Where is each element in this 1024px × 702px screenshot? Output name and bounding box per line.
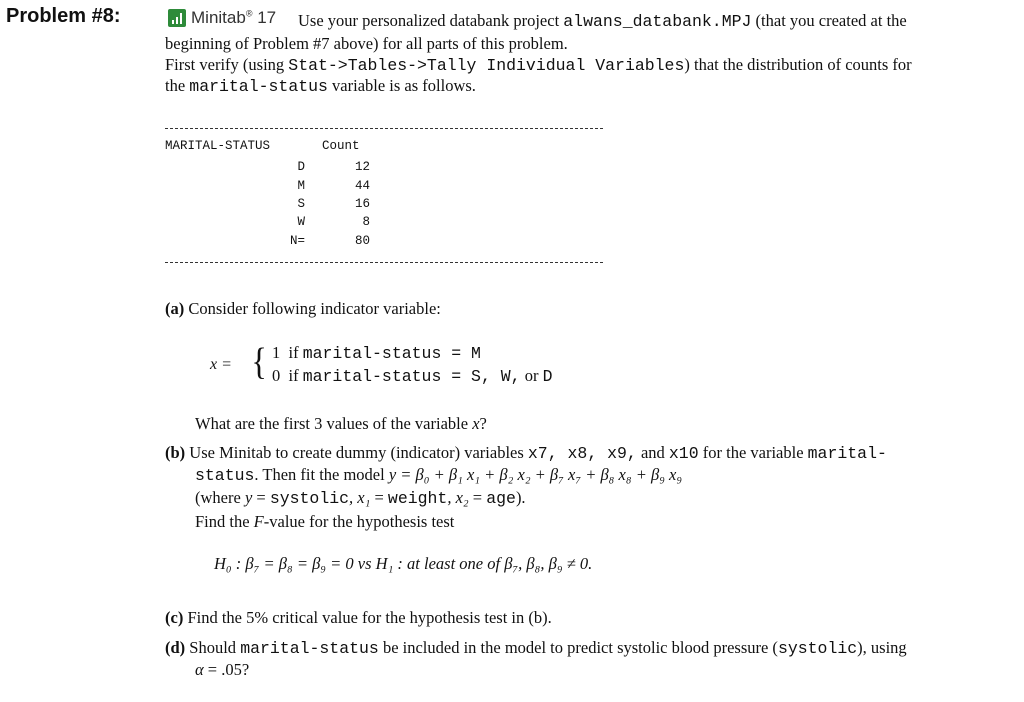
case-condition: marital-status = S, W,	[302, 367, 521, 386]
case-condition: marital-status = M	[302, 344, 481, 363]
tally-count: 8	[362, 215, 370, 229]
intro-text: First verify (using	[165, 55, 289, 74]
intro-text: the	[165, 76, 190, 95]
part-d-text: ), using	[857, 638, 907, 657]
part-a-question	[195, 414, 487, 434]
tally-count: 12	[354, 160, 370, 174]
question-var: x	[472, 414, 480, 433]
case-value: 1	[272, 343, 281, 362]
brand-reg: ®	[245, 8, 253, 19]
variable-name: marital-status	[189, 77, 328, 96]
equals: =	[468, 488, 487, 507]
intro-line-4	[165, 76, 476, 96]
regression-model: y = β₀ + β₁ x₁ + β₂ x₂ + β₇ x₇ + β₈ x₈ + β₉ x₉	[388, 465, 683, 484]
part-b-line-3	[195, 488, 526, 508]
part-b-line-1	[165, 443, 887, 463]
variable-name: systolic	[269, 489, 350, 508]
part-d-text: Should	[189, 638, 241, 657]
minitab-logo-icon	[168, 9, 186, 27]
tally-key: W	[297, 215, 305, 229]
tally-key: D	[297, 160, 305, 174]
part-d-text: = .05?	[203, 660, 250, 679]
part-d-label: (d)	[165, 638, 186, 657]
equals: =	[252, 488, 270, 507]
curly-brace-icon: {	[251, 341, 267, 383]
case-or: or	[520, 366, 543, 385]
tally-header-count: Count	[322, 139, 360, 153]
menu-path: Stat->Tables->Tally Individual Variables	[288, 56, 685, 75]
brand-name: Minitab	[191, 8, 246, 27]
case-value: 0	[272, 366, 281, 385]
hypothesis-test: H₀ : β₇ = β₈ = β₉ = 0 vs H₁ : at least one of β₇, β₈, β₉ ≠ 0.	[214, 554, 593, 573]
part-a-heading	[165, 299, 441, 319]
question-text: ?	[479, 414, 487, 433]
part-c-label: (c)	[165, 608, 184, 627]
variable-name: marital-	[807, 444, 887, 463]
part-a-text: Consider following indicator variable:	[188, 299, 441, 318]
part-d-line-1	[165, 638, 907, 658]
part-b-line-4	[195, 512, 454, 532]
tally-key: N=	[289, 234, 305, 248]
part-c-text: Find the 5% critical value for the hypothesis test in (b).	[187, 608, 552, 627]
alpha-symbol: α	[195, 660, 204, 679]
indicator-case-2	[272, 366, 552, 386]
intro-text: Use your personalized databank project	[298, 11, 564, 30]
part-d-text: be included in the model to predict systolic blood pressure (	[378, 638, 778, 657]
var-x2: , x₂	[447, 488, 469, 507]
variable-name: age	[486, 489, 516, 508]
variable-name: status	[195, 466, 255, 485]
tally-count: 80	[354, 234, 370, 248]
project-filename: alwans_databank.MPJ	[563, 12, 752, 31]
tally-key: M	[297, 179, 305, 193]
variable-name: weight	[387, 489, 448, 508]
equals: =	[370, 488, 388, 507]
brand-version: 17	[257, 8, 277, 27]
intro-text: variable is as follows.	[327, 76, 476, 95]
tally-count: 16	[354, 197, 370, 211]
var-x1: , x₁	[349, 488, 371, 507]
part-b-line-2	[195, 465, 682, 485]
part-b-text: -value for the hypothesis test	[263, 512, 455, 531]
part-a-label: (a)	[165, 299, 185, 318]
tally-key: S	[297, 197, 305, 211]
part-b-label: (b)	[165, 443, 186, 462]
dummy-var: x10	[668, 444, 699, 463]
intro-line-2: beginning of Problem #7 above) for all parts of this problem.	[165, 34, 568, 53]
minitab-brand	[191, 8, 276, 28]
part-b-text: ).	[515, 488, 526, 507]
table-bottom-divider	[165, 262, 603, 263]
variable-name: marital-status	[240, 639, 379, 658]
variable-name: systolic	[777, 639, 858, 658]
intro-text: (that you created at the	[751, 11, 907, 30]
indicator-case-1	[272, 343, 481, 363]
f-symbol: F	[253, 512, 264, 531]
part-b-text: Find the	[195, 512, 254, 531]
case-if: if	[288, 343, 299, 362]
part-d-line-2	[195, 660, 249, 680]
part-b-text: . Then fit the model	[254, 465, 389, 484]
part-b-text: for the variable	[698, 443, 808, 462]
table-top-divider	[165, 128, 603, 129]
var-y: y	[244, 488, 253, 507]
indicator-lhs: x =	[210, 356, 232, 373]
tally-count: 44	[354, 179, 370, 193]
part-b-text: Use Minitab to create dummy (indicator) variables	[189, 443, 528, 462]
problem-label: Problem #8:	[6, 5, 121, 27]
intro-line-1	[298, 11, 907, 31]
question-text: What are the first 3 values of the variable	[195, 414, 473, 433]
case-condition: D	[542, 367, 553, 386]
intro-line-3	[165, 55, 912, 75]
part-b-text: and	[636, 443, 669, 462]
part-b-text: (where	[195, 488, 245, 507]
part-c-line	[165, 608, 552, 628]
case-if: if	[288, 366, 299, 385]
tally-header-variable: MARITAL-STATUS	[165, 139, 271, 153]
dummy-vars: x7, x8, x9,	[527, 444, 637, 463]
intro-text: ) that the distribution of counts for	[684, 55, 912, 74]
